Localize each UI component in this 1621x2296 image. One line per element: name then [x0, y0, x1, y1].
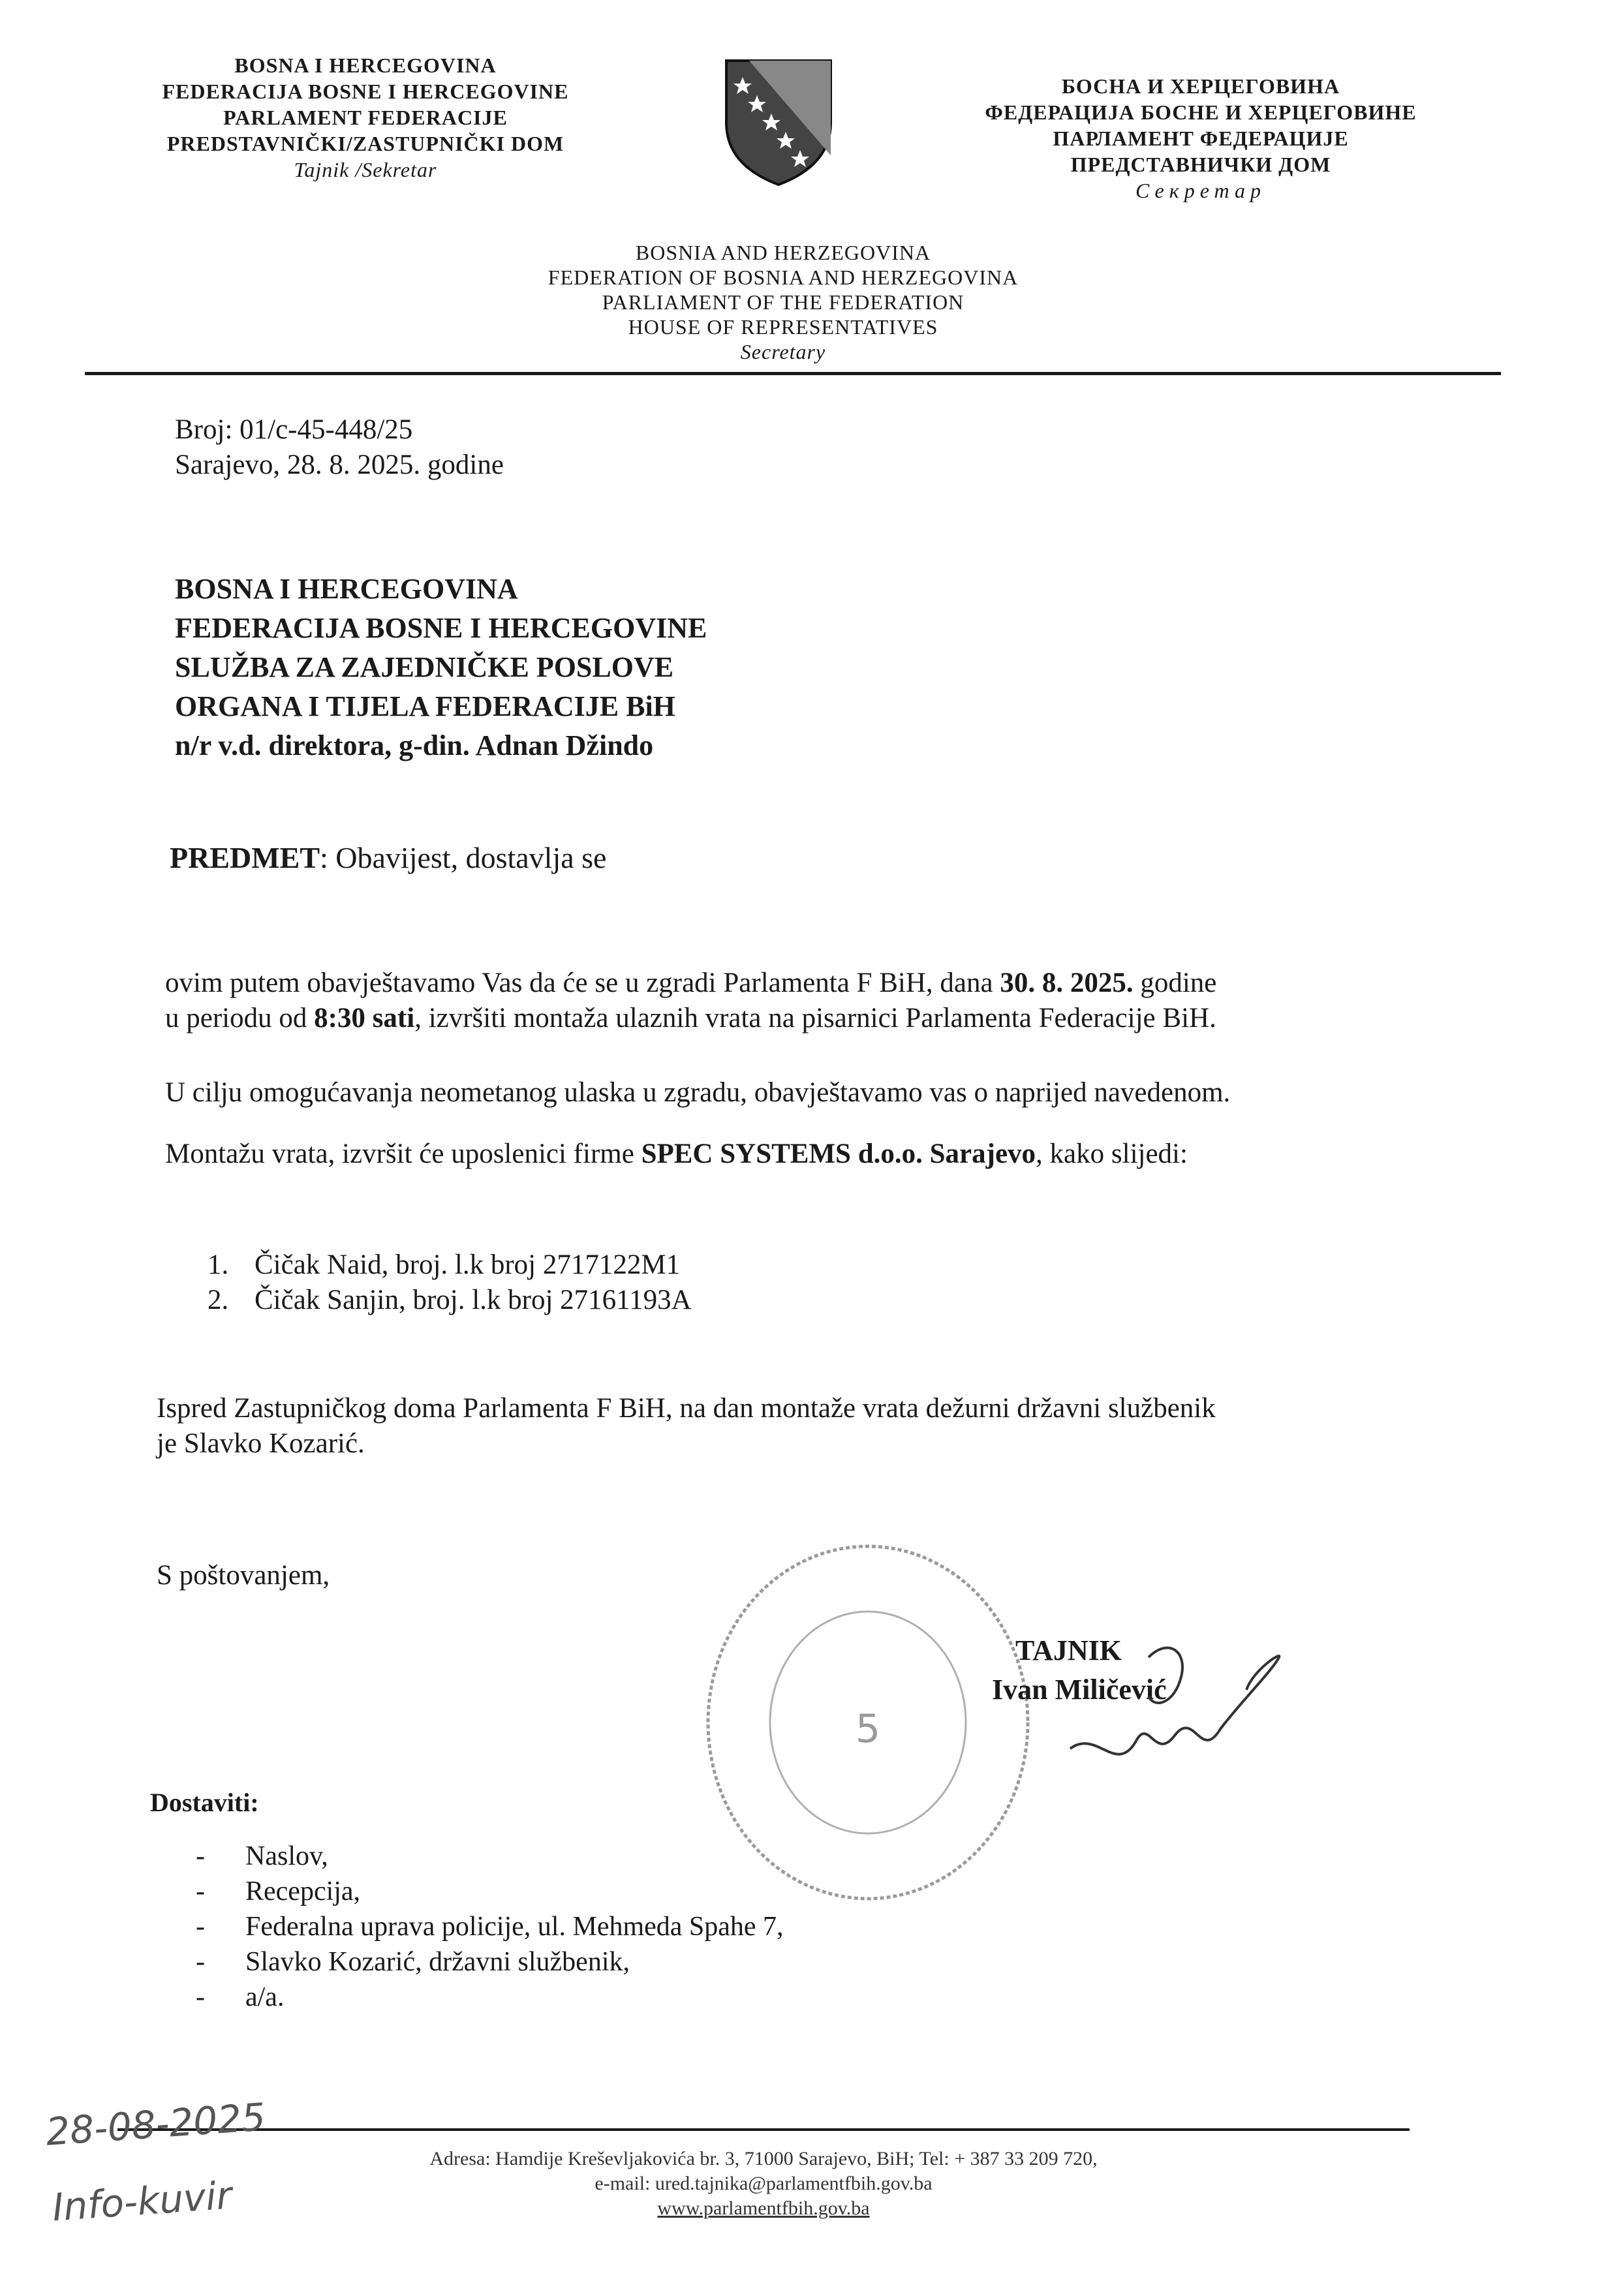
- stamp-number: 5: [855, 1706, 881, 1752]
- recipient-line: SLUŽBA ZA ZAJEDNIČKE POSLOVE: [175, 651, 674, 683]
- list-item: - Federalna uprava policije, ul. Mehmeda Spahe 7,: [196, 1912, 784, 1942]
- footer-website[interactable]: www.parlamentfbih.gov.ba: [657, 2197, 870, 2219]
- list-item: - Recepcija,: [196, 1876, 361, 1906]
- subject-line: [170, 840, 606, 876]
- header-cyr-line: ФЕДЕРАЦИЈА БОСНЕ И ХЕРЦЕГОВИНЕ: [985, 100, 1417, 124]
- header-bs-line: BOSNA I HERCEGOVINA: [234, 54, 497, 77]
- signature-name: Ivan Miličević: [992, 1674, 1167, 1706]
- body-p1-line1: [165, 966, 1470, 1001]
- header-en-line: HOUSE OF REPRESENTATIVES: [628, 315, 938, 339]
- body-p1b: godine: [1133, 968, 1217, 998]
- body-time: 8:30 sati: [314, 1003, 415, 1033]
- list-item: [208, 1247, 692, 1283]
- body-p3a: Montažu vrata, izvršit će uposlenici firme: [165, 1139, 641, 1169]
- header-divider: [85, 372, 1501, 375]
- header-cyr-line: ПАРЛАМЕНТ ФЕДЕРАЦИЈЕ: [1053, 127, 1349, 150]
- header-cyr-sub: Секретар: [1135, 179, 1266, 202]
- footer-divider: [117, 2128, 1410, 2131]
- body-paragraph-3: [165, 1137, 1188, 1172]
- dostaviti-item: a/a.: [245, 1982, 285, 2012]
- header-en-sub: Secretary: [740, 340, 826, 363]
- handwritten-note: Info-kuvir: [50, 2173, 234, 2230]
- body-p1a: ovim putem obavještavamo Vas da će se u zgradi Parlamenta F BiH, dana: [165, 968, 1000, 998]
- header-en-line: PARLIAMENT OF THE FEDERATION: [602, 290, 965, 314]
- recipient-line: ORGANA I TIJELA FEDERACIJE BiH: [175, 690, 675, 722]
- recipient-line: n/r v.d. direktora, g-din. Adnan Džindo: [175, 729, 654, 761]
- body-p3b: , kako slijedi:: [1036, 1139, 1188, 1169]
- body-paragraph-4: [157, 1391, 1216, 1462]
- body-p1c: u periodu od: [165, 1003, 315, 1033]
- body-paragraph-2: U cilju omogućavanja neometanog ulaska u zgradu, obavještavamo vas o naprijed navedenom.: [165, 1077, 1231, 1108]
- subject-label: PREDMET: [170, 841, 320, 874]
- dostaviti-label: Dostaviti:: [150, 1788, 259, 1817]
- header-bs-sub: Tajnik /Sekretar: [294, 158, 437, 181]
- footer-email: e-mail: ured.tajnika@parlamentfbih.gov.ba: [594, 2173, 933, 2194]
- body-p1d: , izvršiti montaža ulaznih vrata na pisarnici Parlamenta Federacije BiH.: [414, 1003, 1216, 1033]
- workers-list: [208, 1247, 692, 1318]
- reference-number: Broj: 01/c-45-448/25: [175, 414, 413, 445]
- recipient-line: BOSNA I HERCEGOVINA: [175, 573, 518, 605]
- dostaviti-block: [150, 1785, 784, 2015]
- list-number: 1.: [208, 1249, 229, 1280]
- handwritten-signature-icon: [1057, 1631, 1292, 1801]
- header-english: [470, 240, 1096, 364]
- body-p1-line2: [165, 1001, 1470, 1036]
- handwritten-date: 28-08-2025: [44, 2094, 268, 2154]
- reference-date: Sarajevo, 28. 8. 2025. godine: [175, 450, 504, 480]
- dostaviti-item: Naslov,: [245, 1841, 328, 1871]
- header-bs-line: PARLAMENT FEDERACIJE: [223, 106, 508, 129]
- coat-of-arms-icon: [723, 57, 834, 188]
- recipient-block: [175, 570, 707, 765]
- footer-block: [339, 2147, 1188, 2221]
- header-bosnian: [131, 52, 600, 183]
- list-item: - Slavko Kozarić, državni službenik,: [196, 1947, 630, 1977]
- list-number: 2.: [208, 1285, 229, 1315]
- footer-address: Adresa: Hamdije Kreševljakovića br. 3, 71000 Sarajevo, BiH; Tel: + 387 33 209 720,: [429, 2148, 1098, 2169]
- header-cyr-line: БОСНА И ХЕРЦЕГОВИНА: [1061, 74, 1340, 98]
- reference-block: [175, 412, 504, 483]
- list-item: - Naslov,: [196, 1841, 328, 1871]
- recipient-line: FEDERACIJA BOSNE I HERCEGOVINE: [175, 612, 707, 644]
- body-p4a: Ispred Zastupničkog doma Parlamenta F BiH, na dan montaže vrata dežurni državni službenik: [157, 1393, 1216, 1424]
- dostaviti-item: Recepcija,: [245, 1876, 361, 1906]
- header-bs-line: PREDSTAVNIČKI/ZASTUPNIČKI DOM: [166, 132, 564, 155]
- signature-title: TAJNIK: [1015, 1634, 1122, 1666]
- header-bs-line: FEDERACIJA BOSNE I HERCEGOVINE: [162, 80, 569, 103]
- dostaviti-item: Federalna uprava policije, ul. Mehmeda Spahe 7,: [245, 1912, 784, 1942]
- dostaviti-item: Slavko Kozarić, državni službenik,: [245, 1947, 630, 1977]
- subject-text: : Obavijest, dostavlja se: [320, 841, 607, 874]
- list-text: Čičak Sanjin, broj. l.k broj 27161193A: [255, 1285, 692, 1315]
- body-date: 30. 8. 2025.: [1000, 968, 1134, 998]
- header-cyr-line: ПРЕДСТАВНИЧКИ ДОМ: [1070, 153, 1331, 176]
- list-item: - a/a.: [196, 1982, 285, 2012]
- firm-name: SPEC SYSTEMS d.o.o. Sarajevo: [641, 1139, 1036, 1169]
- body-paragraph-1: [165, 966, 1470, 1036]
- list-text: Čičak Naid, broj. l.k broj 2717122M1: [255, 1249, 681, 1280]
- list-item: [208, 1283, 692, 1318]
- header-en-line: FEDERATION OF BOSNIA AND HERZEGOVINA: [548, 266, 1019, 289]
- body-p4b: je Slavko Kozarić.: [157, 1428, 365, 1459]
- header-en-line: BOSNIA AND HERZEGOVINA: [635, 241, 931, 264]
- header-cyrillic: [940, 73, 1462, 204]
- closing: S poštovanjem,: [157, 1560, 330, 1591]
